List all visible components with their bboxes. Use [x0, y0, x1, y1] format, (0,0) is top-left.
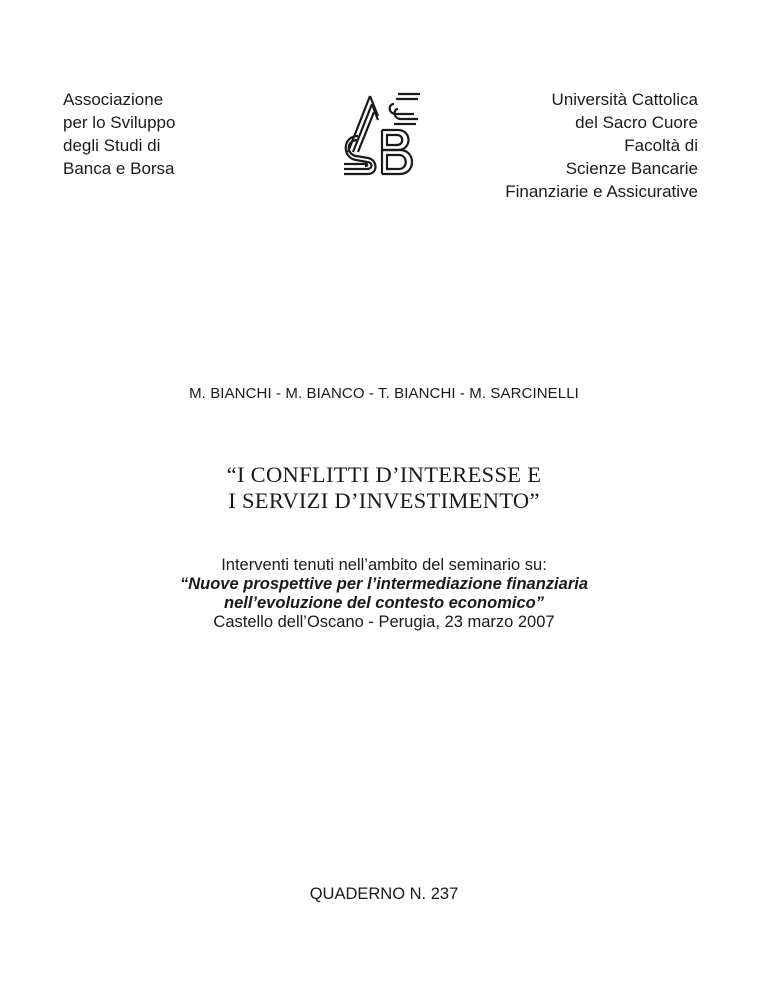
- title-line-2: I SERVIZI D’INVESTIMENTO”: [228, 488, 540, 513]
- seminar-name-line-1: “Nuove prospettive per l’intermediazione finanziaria: [179, 575, 588, 593]
- authors: M. BIANCHI - M. BIANCO - T. BIANCHI - M. SARCINELLI: [189, 385, 579, 402]
- title-line-1: “I CONFLITTI D’INTERESSE E: [226, 462, 542, 487]
- right-institution-line: Università Cattolica: [551, 90, 698, 109]
- seminar-intro: Interventi tenuti nell’ambito del seminario su:: [221, 556, 547, 574]
- left-institution-line: per lo Sviluppo: [63, 113, 176, 132]
- right-institution-line: del Sacro Cuore: [575, 113, 698, 132]
- right-institution-line: Scienze Bancarie: [565, 159, 698, 178]
- left-institution: [63, 88, 175, 180]
- seminar-name-line-2: nell’evoluzione del contesto economico”: [224, 594, 544, 612]
- quaderno-number: QUADERNO N. 237: [309, 885, 459, 903]
- right-institution-line: Facoltà di: [624, 136, 698, 155]
- left-institution-line: Banca e Borsa: [63, 159, 175, 178]
- seminar-place-date: Castello dell’Oscano - Perugia, 23 marzo 2007: [213, 613, 555, 631]
- right-institution: [505, 88, 698, 203]
- left-institution-line: Associazione: [63, 90, 164, 109]
- right-institution-line: Finanziarie e Assicurative: [505, 182, 698, 201]
- document-title: [0, 462, 768, 514]
- seminar-info: [0, 556, 768, 632]
- asbb-logo-icon: [338, 90, 424, 178]
- left-institution-line: degli Studi di: [63, 136, 161, 155]
